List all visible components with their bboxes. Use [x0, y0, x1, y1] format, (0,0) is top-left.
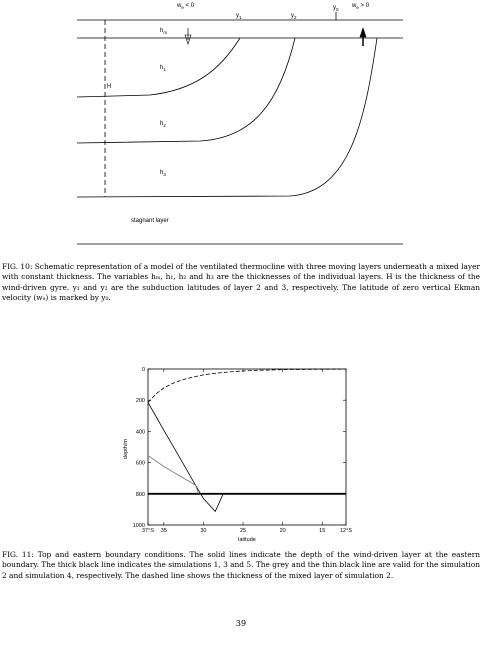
x-tick-label: 25: [239, 528, 247, 534]
plot-frame: [148, 369, 346, 525]
y-tick-label: 600: [135, 460, 145, 467]
hm-label: $h_m$: [160, 28, 168, 35]
y-tick-label: 200: [135, 398, 145, 405]
h3-label: $h_3$: [160, 170, 166, 177]
stagnant-layer-label: stagnant layer: [131, 218, 169, 224]
axis-ticks: [133, 367, 353, 534]
series-line-grey: [148, 456, 199, 494]
page-number: 39: [235, 619, 247, 628]
series-line-thin-black: [148, 403, 223, 512]
x-tick-label: 20: [279, 528, 286, 534]
x-tick-label: 37°S: [142, 528, 154, 534]
gyre-depth-label: H: [107, 84, 112, 90]
y1-label: $y_1$: [236, 13, 242, 20]
figure-11-caption: FIG. 11: Top and eastern boundary conditions. The solid lines indicate the depth of the wind-driven layer at the eastern boundary. The thick black line indicates the simulations 1, 3 and 5. The grey and the thin black line are valid for the simulation 2 and simulation 4, respectively. The dashed line shows the thickness of the mixed layer of simulation 2.: [2, 550, 481, 580]
h2-label: $h_2$: [160, 121, 166, 128]
y-tick-label: 400: [135, 429, 145, 436]
we-negative-label: $w_e < 0$: [177, 3, 195, 10]
y-tick-label: 0: [141, 367, 145, 373]
x-tick-label: 35: [160, 528, 167, 534]
y0-label: $y_0$: [333, 5, 339, 12]
x-tick-label: 12°S: [340, 528, 352, 534]
figure-10-caption: FIG. 10: Schematic representation of a model of the ventilated thermocline with three moving layers underneath a mixed layer with constant thickness. The variables hₘ, h₁, h₂ and h₃ are the thicknesses of the individual layers. H is the thickness of the wind-driven gyre. y₁ and y₂ are the subduction latitudes of layer 2 and 3, respectively. The latitude of zero vertical Ekman velocity (wₑ) is marked by y₀.: [2, 262, 481, 302]
y2-label: $y_2$: [291, 13, 297, 20]
x-tick-label: 15: [319, 528, 326, 534]
x-axis-label: latitude: [238, 537, 256, 543]
x-tick-label: 30: [200, 528, 207, 534]
series-line-dashed: [148, 369, 346, 403]
y-tick-label: 800: [135, 491, 145, 498]
h1-label: $h_1$: [160, 65, 166, 72]
y-axis-label: depth/m: [123, 439, 129, 459]
chart-series: [148, 369, 346, 511]
y-tick-label: 1000: [132, 523, 145, 529]
we-positive-label: $w_e > 0$: [352, 3, 370, 10]
